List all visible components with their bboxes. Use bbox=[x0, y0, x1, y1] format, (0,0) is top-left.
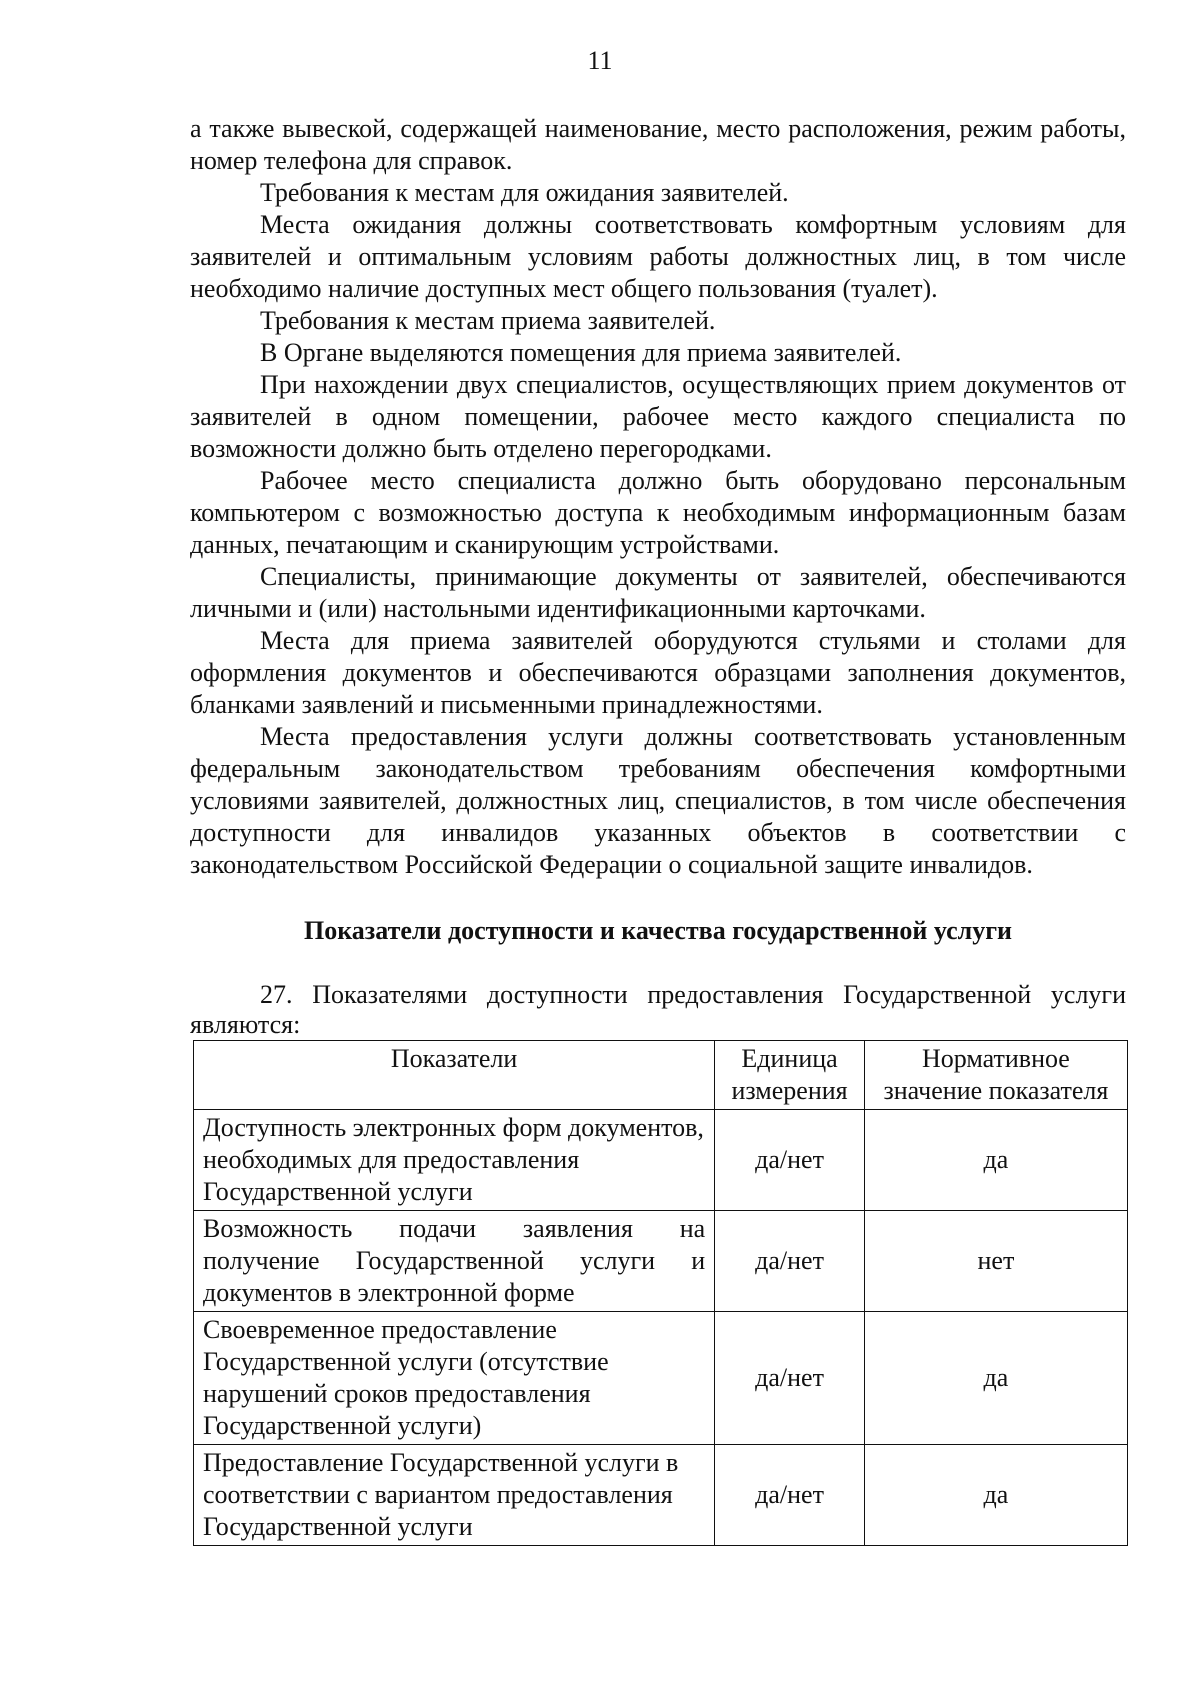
unit-cell: да/нет bbox=[715, 1211, 865, 1312]
paragraph: а также вывеской, содержащей наименование, место расположения, режим работы, номер телефона для справок. bbox=[190, 114, 1126, 175]
paragraph: При нахождении двух специалистов, осуществляющих прием документов от заявителей в одном помещении, рабочее место каждого специалиста по возможности должно быть отделено перегородками. bbox=[190, 370, 1126, 463]
table-row bbox=[194, 1110, 1128, 1211]
header-norm: Нормативное значение показателя bbox=[864, 1041, 1127, 1110]
section-heading: Показатели доступности и качества государственной услуги bbox=[303, 916, 1013, 945]
table-header-row bbox=[194, 1041, 1128, 1110]
body-text bbox=[190, 113, 1126, 881]
paragraph: Требования к местам для ожидания заявителей. bbox=[260, 178, 789, 207]
unit-cell: да/нет bbox=[715, 1445, 865, 1546]
indicator-cell: Доступность электронных форм документов, необходимых для предоставления Государственной услуги bbox=[194, 1110, 715, 1211]
paragraph: Места предоставления услуги должны соответствовать установленным федеральным законодательством требованиям обеспечения комфортными условиями заявителей, должностных лиц, специалистов, в том числе обеспечения доступности для инвалидов указанных объектов в соответствии с законодательством Российской Федерации о социальной защите инвалидов. bbox=[190, 722, 1126, 879]
page-number: 11 bbox=[587, 46, 613, 75]
paragraph: Требования к местам приема заявителей. bbox=[260, 306, 716, 335]
table-row bbox=[194, 1445, 1128, 1546]
indicators-table bbox=[193, 1040, 1128, 1546]
norm-cell: да bbox=[864, 1445, 1127, 1546]
norm-cell: нет bbox=[864, 1211, 1127, 1312]
paragraph: Специалисты, принимающие документы от заявителей, обеспечиваются личными и (или) настольными идентификационными карточками. bbox=[190, 562, 1126, 623]
indicator-cell: Возможность подачи заявления на получение Государственной услуги и документов в электронной форме bbox=[194, 1211, 715, 1312]
header-unit: Единица измерения bbox=[715, 1041, 865, 1110]
norm-cell: да bbox=[864, 1110, 1127, 1211]
table-row bbox=[194, 1211, 1128, 1312]
table-row bbox=[194, 1312, 1128, 1445]
indicator-cell: Предоставление Государственной услуги в соответствии с вариантом предоставления Государственной услуги bbox=[194, 1445, 715, 1546]
unit-cell: да/нет bbox=[715, 1312, 865, 1445]
paragraph: Рабочее место специалиста должно быть оборудовано персональным компьютером с возможностью доступа к необходимым информационным базам данных, печатающим и сканирующим устройствами. bbox=[190, 466, 1126, 559]
paragraph: Места ожидания должны соответствовать комфортным условиям для заявителей и оптимальным условиям работы должностных лиц, в том числе необходимо наличие доступных мест общего пользования (туалет). bbox=[190, 210, 1126, 303]
unit-cell: да/нет bbox=[715, 1110, 865, 1211]
paragraph: В Органе выделяются помещения для приема заявителей. bbox=[260, 338, 902, 367]
norm-cell: да bbox=[864, 1312, 1127, 1445]
intro-paragraph: 27. Показателями доступности предоставления Государственной услуги являются: bbox=[190, 980, 1126, 1039]
paragraph: Места для приема заявителей оборудуются стульями и столами для оформления документов и обеспечиваются образцами заполнения документов, бланками заявлений и письменными принадлежностями. bbox=[190, 626, 1126, 719]
indicator-cell: Своевременное предоставление Государственной услуги (отсутствие нарушений сроков предоставления Государственной услуги) bbox=[194, 1312, 715, 1445]
header-indicators: Показатели bbox=[194, 1041, 715, 1110]
